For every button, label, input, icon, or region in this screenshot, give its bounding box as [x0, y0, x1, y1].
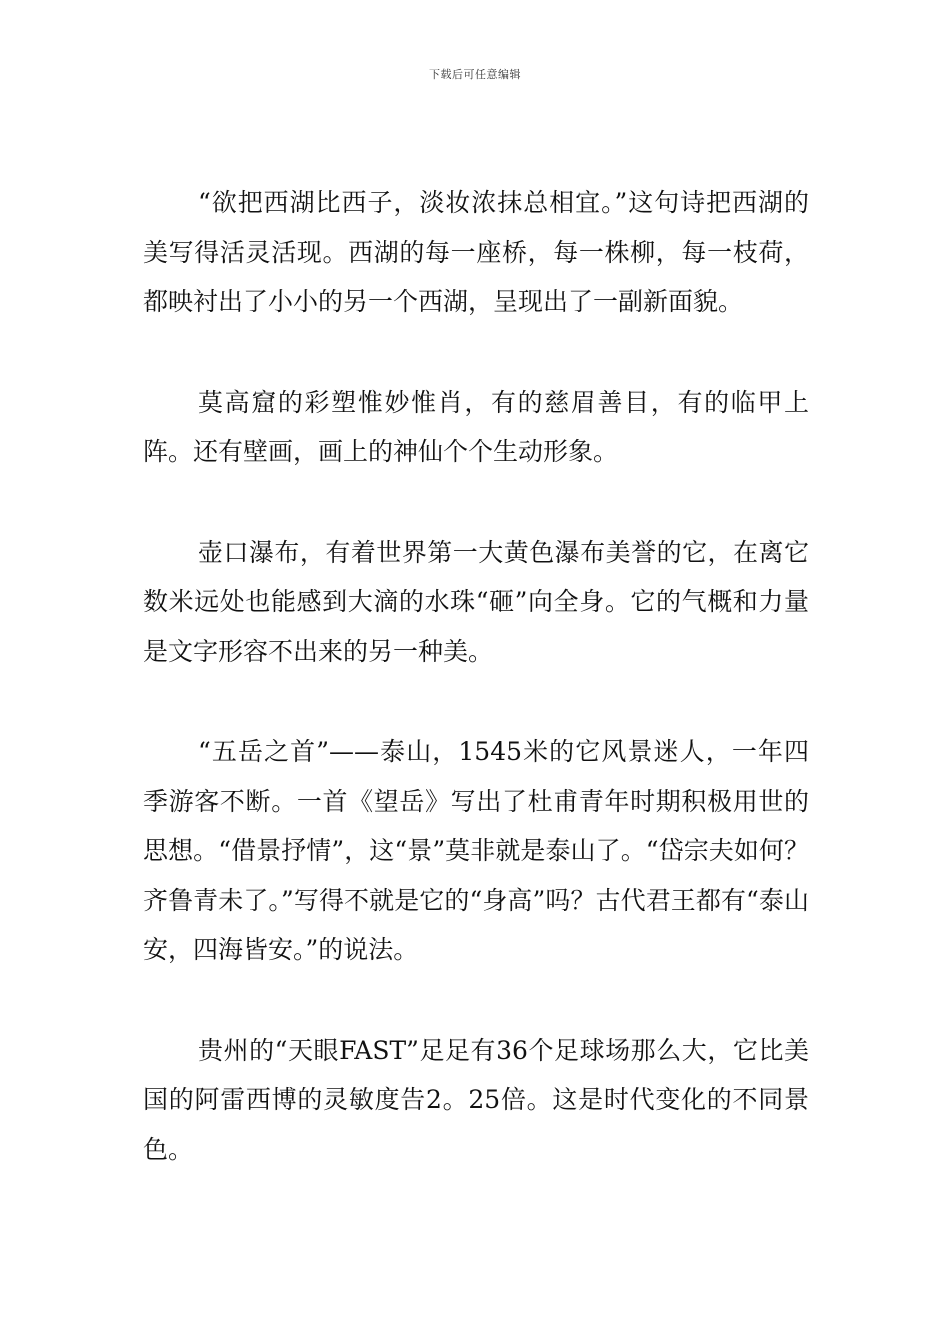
page-header: 下载后可任意编辑 [429, 68, 521, 81]
paragraph-mount-tai: “五岳之首”——泰山，1545米的它风景迷人，一年四季游客不断。一首《望岳》写出了杜甫青年时期积极用世的思想。“借景抒情”，这“景”莫非就是泰山了。“岱宗夫如何？齐鲁青未了。”写得不就是它的“身高”吗？古代君王都有“泰山安，四海皆安。”的说法。 [143, 737, 809, 964]
paragraph-west-lake: “欲把西湖比西子，淡妆浓抹总相宜。”这句诗把西湖的美写得活灵活现。西湖的每一座桥，每一株柳，每一枝荷，都映衬出了小小的另一个西湖，呈现出了一副新面貌。 [143, 188, 809, 316]
document-body [143, 178, 809, 1174]
paragraph-fast-telescope: 贵州的“天眼FAST”足足有36个足球场那么大，它比美国的阿雷西博的灵敏度告2。25倍。这是时代变化的不同景色。 [143, 1035, 809, 1164]
paragraph-hukou-waterfall: 壶口瀑布，有着世界第一大黄色瀑布美誉的它，在离它数米远处也能感到大滴的水珠“砸”向全身。它的气概和力量是文字形容不出来的另一种美。 [143, 537, 809, 666]
paragraph-mogao-caves: 莫高窟的彩塑惟妙惟肖，有的慈眉善目，有的临甲上阵。还有壁画，画上的神仙个个生动形象。 [143, 387, 809, 466]
